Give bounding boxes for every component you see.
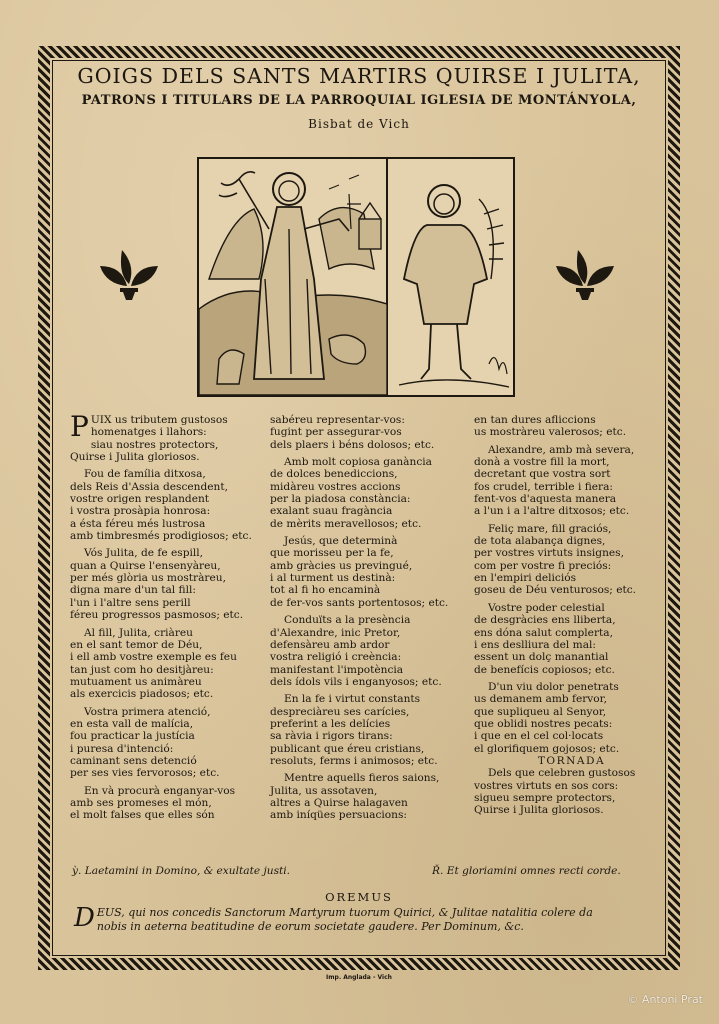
verse-line: de desgràcies ens lliberta, <box>474 614 616 627</box>
verse-line: Mentre aquells fieros saions, <box>284 772 440 785</box>
verse-line: i al turment us destinà: <box>270 572 396 585</box>
verse-line: d'Alexandre, inic Pretor, <box>270 626 401 639</box>
verse-line: als exercicis piadosos; etc. <box>70 688 214 701</box>
verse-line: de benefícis copiosos; etc. <box>474 663 615 676</box>
verse-line: amb gràcies us previngué, <box>270 559 413 572</box>
response: Ř. Et gloriamini omnes recti corde. <box>432 865 621 877</box>
photo-credit: © Antoni Prat <box>627 993 703 1006</box>
verse-line: Vostra primera atenció, <box>84 705 211 718</box>
verse-line: Conduïts a la presència <box>284 614 411 627</box>
verse-line: Jesús, que determinà <box>284 535 398 548</box>
prayer-line-2: nobis in aeterna beatitudine de eorum societate gaudere. Per Dominum, &c. <box>96 920 524 933</box>
verse-line: donà a vostre fill la mort, <box>474 456 610 469</box>
verse-line: exalant suau fragància <box>270 505 393 518</box>
verse-line: essent un dolç manantial <box>474 651 609 664</box>
verse-line: altres a Quirse halagaven <box>270 796 408 809</box>
verse-line: resoluts, ferms i animosos; etc. <box>270 754 438 767</box>
verse-line: com per vostre fi preciós: <box>474 559 612 572</box>
verse-line: amb iníqües persuacions: <box>270 809 408 822</box>
verse-line: Vós Julita, de fe espill, <box>84 547 204 560</box>
verse-line: fos crudel, terrible i fiera: <box>474 480 613 493</box>
verse-line: decretant que vostra sort <box>474 468 611 481</box>
verse-line: mutuament us animàreu <box>70 675 202 688</box>
verse-line: per més glòria us mostràreu, <box>70 572 226 585</box>
printer-imprint: Imp. Anglada - Vich <box>326 974 392 981</box>
verse-line: que oblidi nostres pecats: <box>474 717 613 730</box>
diocese-label: Bisbat de Vich <box>308 117 410 131</box>
verse-line: preferint a les delícies <box>270 717 391 730</box>
verse-line: per ses vies fervorosos; etc. <box>70 767 220 780</box>
verse-line: midàreu vostres accions <box>270 480 401 493</box>
verse-line: vostre origen resplandent <box>70 493 210 506</box>
verse-line: D'un viu dolor penetrats <box>488 680 619 693</box>
verses-column-3 <box>474 414 669 817</box>
verse-line: quan a Quirse l'ensenyàreu, <box>70 559 221 572</box>
verse-line: fent-vos d'aquesta manera <box>474 493 617 506</box>
page-title: GOIGS DELS SANTS MARTIRS QUIRSE I JULITA, <box>77 64 641 88</box>
verse-line: féreu progressos pasmosos; etc. <box>70 609 244 622</box>
verses-column-2 <box>270 414 470 822</box>
verse-line: tan just com ho desitjàreu: <box>70 663 214 676</box>
verse-line: despreciàreu ses carícies, <box>270 705 410 718</box>
verse-line: i puresa d'intenció: <box>70 742 174 755</box>
prayer-line-1: EUS, qui nos concedis Sanctorum Martyrum tuorum Quirici, & Julitae natalitia colere da <box>96 906 593 919</box>
verse-line: l'un i l'altre sens perill <box>70 596 191 609</box>
leaf-ornament-left-icon <box>100 244 158 308</box>
verse-line: el molt falses que elles són <box>70 809 215 822</box>
verse-line: de dolces benediccions, <box>270 468 398 481</box>
verse-line: Al fill, Julita, criàreu <box>84 626 193 639</box>
woodcut-illustration <box>199 159 513 395</box>
verse-line: i que en el cel col·locats <box>474 730 604 743</box>
verse-line: de fer-vos sants portentosos; etc. <box>270 596 449 609</box>
verse-line: sigueu sempre protectors, <box>474 791 616 804</box>
verse-line: en l'empiri deliciós <box>474 572 577 585</box>
verse-line: que morisseu per la fe, <box>270 547 394 560</box>
verse-line: Dels que celebren gustosos <box>488 767 636 780</box>
verse-line: el glorifiquem gojosos; etc. <box>474 742 620 755</box>
verse-line: Feliç mare, fill graciós, <box>488 522 612 535</box>
verse-line: sabéreu representar-vos: <box>270 414 405 426</box>
prayer-drop-cap: D <box>74 903 95 933</box>
verse-line: per la piadosa constància: <box>270 493 411 506</box>
verse-line: defensàreu amb ardor <box>270 638 390 651</box>
verse-line: amb timbresmés prodigiosos; etc. <box>70 530 252 543</box>
verse-line: i ell amb vostre exemple es feu <box>70 651 237 664</box>
verse-line: en esta vall de malícia, <box>70 717 194 730</box>
verse-line: dels ídols vils i enganyosos; etc. <box>270 675 442 688</box>
verse-line: dels plaers i béns dolosos; etc. <box>270 438 435 451</box>
verse-line: goseu de Déu venturosos; etc. <box>474 584 637 597</box>
verse-line: UIX us tributem gustosos <box>90 414 228 426</box>
verse-line: fugint per assegurar-vos <box>270 426 402 439</box>
verse-line: per vostres virtuts insignes, <box>474 547 624 560</box>
versicle: ỳ. Laetamini in Domino, & exultate justi. <box>72 865 291 877</box>
verse-line: Quirse i Julita gloriosos. <box>70 451 200 464</box>
verses-column-1 <box>70 410 260 822</box>
verse-line: homenatges i llahors: <box>90 426 207 439</box>
verse-line: tot al fi ho encaminà <box>270 584 381 597</box>
verse-line: publicant que éreu cristians, <box>270 742 425 755</box>
verse-line: Vostre poder celestial <box>488 601 605 614</box>
prayer-text <box>74 903 654 934</box>
verse-line: Fou de família ditxosa, <box>84 468 206 481</box>
verse-line: i vostra prosàpia honrosa: <box>70 505 211 518</box>
verse-line: ens dóna salut complerta, <box>474 626 613 639</box>
verse-line: que supliqueu al Senyor, <box>474 705 607 718</box>
verse-line: de mèrits meravellosos; etc. <box>270 517 422 530</box>
verse-line: en el sant temor de Déu, <box>70 638 203 651</box>
oremus-heading: OREMUS <box>325 890 393 904</box>
page-subtitle: PATRONS I TITULARS DE LA PARROQUIAL IGLESIA DE MONTÁNYOLA, <box>81 93 637 108</box>
verse-line: dels Reis d'Assia descendent, <box>70 480 228 493</box>
verse-line: amb ses promeses el món, <box>70 796 212 809</box>
verse-line: de tota alabança dignes, <box>474 535 606 548</box>
verse-line: siau nostres protectors, <box>90 438 219 451</box>
verse-line: Amb molt copiosa ganància <box>284 456 432 469</box>
verse-line: En la fe i virtut constants <box>284 693 421 706</box>
verse-line: i ens deslliura del mal: <box>474 638 596 651</box>
verse-line: caminant sens detenció <box>70 754 197 767</box>
verse-line: vostres virtuts en sos cors: <box>474 779 619 792</box>
verse-line: a ésta féreu més lustrosa <box>70 517 206 530</box>
leaf-ornament-right-icon <box>556 244 614 308</box>
verse-line: us mostràreu valerosos; etc. <box>474 426 627 439</box>
verse-line: vostra religió i creència: <box>270 651 402 664</box>
saints-woodcut <box>197 157 515 397</box>
verse-line: sa ràvia i rigors tirans: <box>270 730 393 743</box>
verse-line: Julita, us assotaven, <box>270 784 378 797</box>
verse-line: en tan dures aflіccions <box>474 414 596 426</box>
verse-line: Quirse i Julita gloriosos. <box>474 804 604 817</box>
verse-line: Alexandre, amb mà severa, <box>488 443 635 456</box>
drop-cap: P <box>70 410 89 443</box>
verse-line: a l'un i a l'altre ditxosos; etc. <box>474 505 630 518</box>
verse-line: us demanem amb fervor, <box>474 693 607 706</box>
verse-line: digna mare d'un tal fill: <box>70 584 196 597</box>
verse-line: manifestant l'impotència <box>270 663 404 676</box>
verse-line: En và procurà enganyar-vos <box>84 784 236 797</box>
tornada-heading: TORNADA <box>537 754 606 767</box>
verse-line: fou practicar la justícia <box>70 730 195 743</box>
